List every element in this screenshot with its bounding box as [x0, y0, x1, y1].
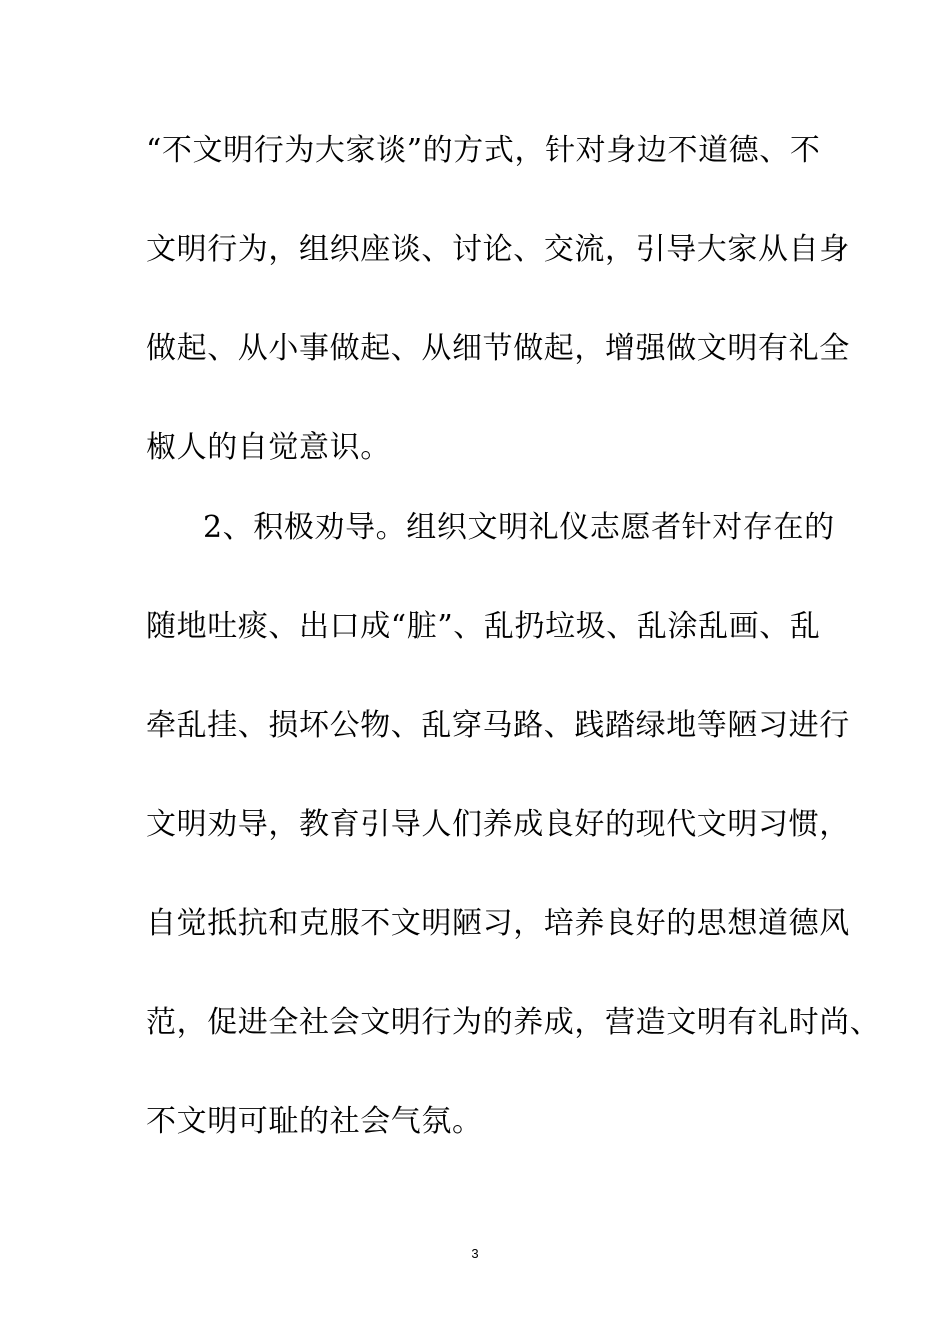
paragraph-line-7: 牵乱挂、损坏公物、乱穿马路、践踏绿地等陋习进行 [146, 708, 850, 743]
paragraph-line-9: 自觉抵抗和克服不文明陋习，培养良好的思想道德风 [146, 906, 850, 941]
paragraph-line-10: 范，促进全社会文明行为的养成，营造文明有礼时尚、 [146, 1005, 881, 1040]
page-number: 3 [471, 1246, 479, 1261]
paragraph-line-2: 文明行为，组织座谈、讨论、交流，引导大家从自身 [146, 232, 850, 267]
paragraph-line-8: 文明劝导，教育引导人们养成良好的现代文明习惯， [146, 807, 850, 842]
paragraph-line-1: “不文明行为大家谈”的方式，针对身边不道德、不 [146, 133, 821, 168]
paragraph-line-5: 2、积极劝导。组织文明礼仪志愿者针对存在的 [203, 510, 835, 545]
paragraph-line-6: 随地吐痰、出口成“脏”、乱扔垃圾、乱涂乱画、乱 [146, 609, 821, 644]
paragraph-line-4: 椒人的自觉意识。 [146, 430, 391, 465]
paragraph-line-11: 不文明可耻的社会气氛。 [146, 1104, 483, 1139]
paragraph-line-3: 做起、从小事做起、从细节做起，增强做文明有礼全 [146, 331, 850, 366]
